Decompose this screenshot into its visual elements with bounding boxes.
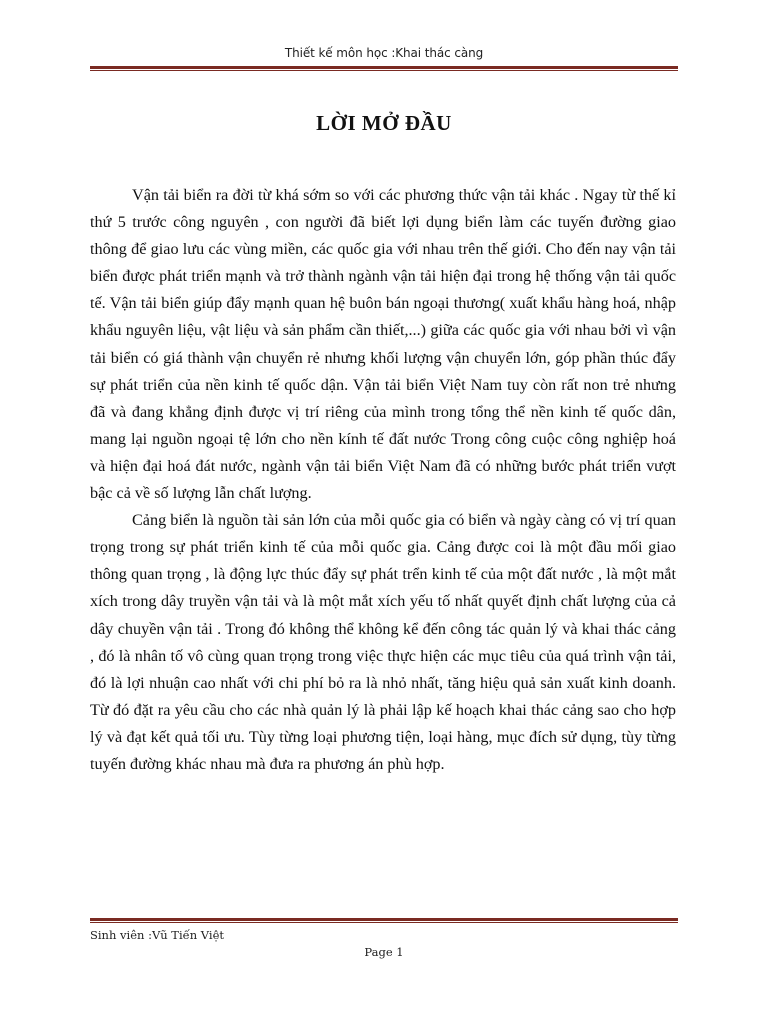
footer-author: Sinh viên :Vũ Tiến Việt bbox=[90, 928, 225, 942]
header-divider-thin bbox=[90, 70, 678, 71]
document-body bbox=[90, 182, 676, 778]
document-heading: LỜI MỞ ĐẦU bbox=[316, 111, 452, 135]
page-header-title: Thiết kế môn học :Khai thác càng bbox=[284, 46, 484, 60]
page-number: Page 1 bbox=[364, 945, 404, 959]
paragraph-1: Vận tải biển ra đời từ khá sớm so với các phương thức vận tải khác . Ngay từ thế kỉ thứ 5 trước công nguyên , con người đã biết lợi dụng biển làm các tuyến đường giao thông để giao lưu các vùng miền, các quốc gia với nhau trên thế giới. Cho đến nay vận tải biển được phát triển mạnh và trở thành ngành vận tải hiện đại trong hệ thống vận tải quốc tế. Vận tải biển giúp đẩy mạnh quan hệ buôn bán ngoại thương( xuất khẩu hàng hoá, nhập khẩu nguyên liệu, vật liệu và sản phẩm cần thiết,...) giữa các quốc gia với nhau bởi vì vận tải biển có giá thành vận chuyển rẻ nhưng khối lượng vận chuyển lớn, góp phần thúc đẩy sự phát triển của nền kinh tế quốc dận. Vận tải biển Việt Nam tuy còn rất non trẻ nhưng đã và đang khẳng định được vị trí riêng của mình trong tổng thể nền kinh tế quốc dân, mang lại nguồn ngoại tệ lớn cho nền kính tế đất nước Trong công cuộc công nghiệp hoá và hiện đại hoá đát nước, ngành vận tải biển Việt Nam đã có những bước phát triển vượt bậc cả về số lượng lẫn chất lượng. bbox=[90, 186, 676, 503]
footer-divider-thick bbox=[90, 918, 678, 921]
paragraph-2: Cảng biển là nguồn tài sản lớn của mỗi quốc gia có biển và ngày càng có vị trí quan trọng trong sự phát triển kinh tế của mỗi quốc gia. Cảng được coi là một đầu mối giao thông quan trọng , là động lực thúc đẩy sự phát trển kinh tế của một đất nước , là một mắt xích trong dây truyền vận tải và là một mắt xích yếu tố nhất quyết định chất lượng của cả dây chuyền vận tải . Trong đó không thể không kể đến công tác quản lý và khai thác cảng , đó là nhân tố vô cùng quan trọng trong việc thực hiện các mục tiêu của quá trình vận tải, đó là lợi nhuận cao nhất với chi phí bỏ ra là nhỏ nhất, tăng hiệu quả sản xuất kinh doanh. Từ đó đặt ra yêu cầu cho các nhà quản lý là phải lập kế hoạch khai thác cảng sao cho hợp lý và đạt kết quả tối ưu. Tùy từng loại phương tiện, loại hàng, mục đích sử dụng, tùy từng tuyến đường khác nhau mà đưa ra phương án phù hợp. bbox=[90, 511, 676, 773]
header-divider bbox=[90, 66, 678, 71]
footer-divider bbox=[90, 918, 678, 923]
header-divider-thick bbox=[90, 66, 678, 69]
footer-divider-thin bbox=[90, 922, 678, 923]
